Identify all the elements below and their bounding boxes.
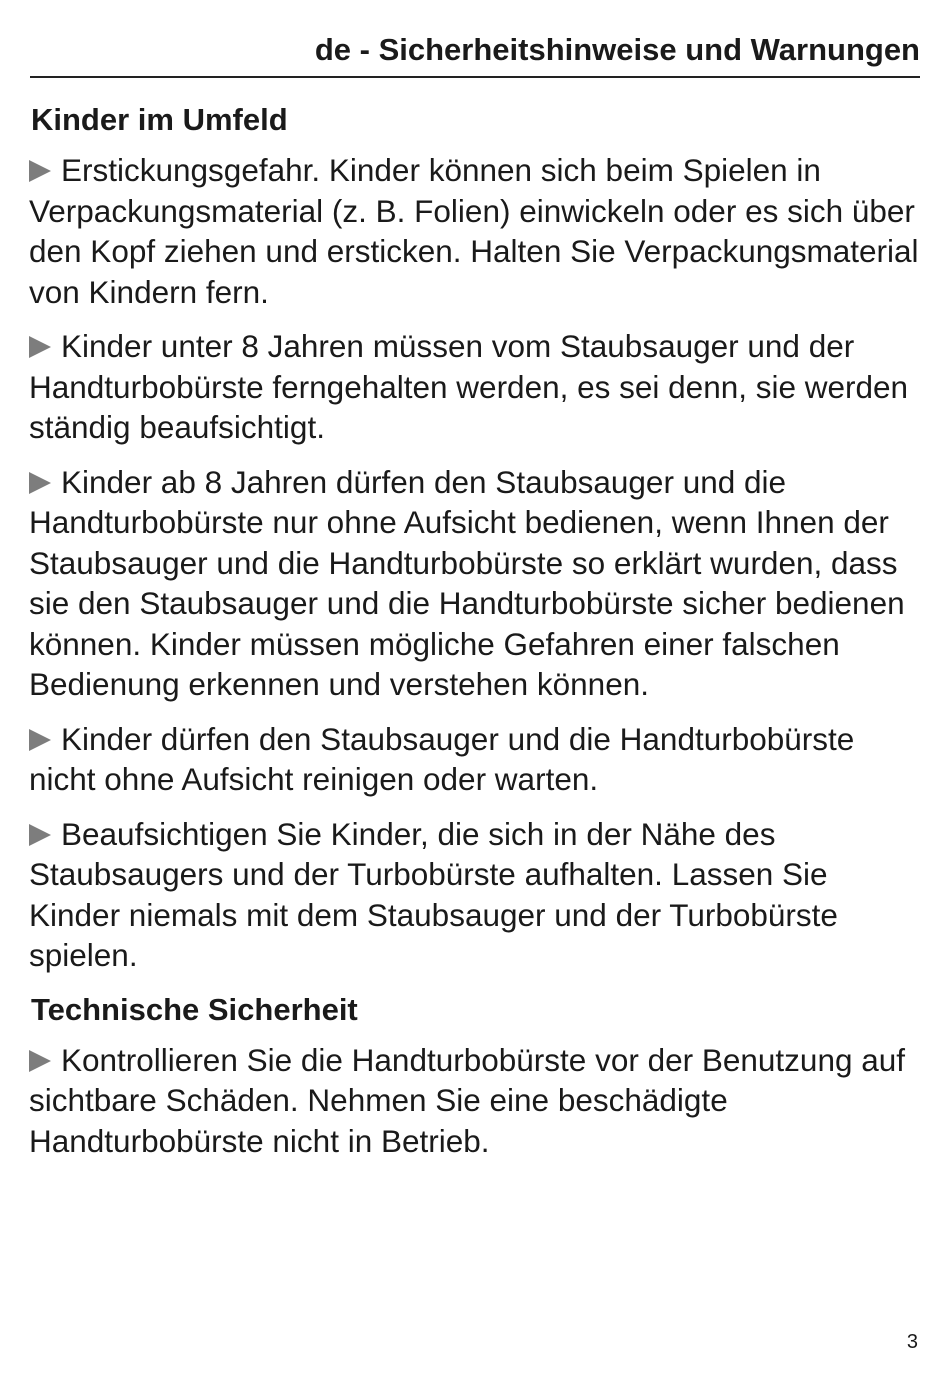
warning-text: Kontrollieren Sie die Handturbobürste vor der Benutzung auf sichtbare Schäden. Nehmen Sie eine beschädigte Handturbobürste nicht in Betrieb. — [29, 1041, 906, 1159]
warning-text: Erstickungsgefahr. Kinder können sich beim Spielen in Verpackungsmaterial (z. B. Folien) einwickeln oder es sich über den Kopf ziehen und ersticken. Halten Sie Verpackungsmaterial von Kindern fern. — [29, 152, 919, 310]
warning-text: Beaufsichtigen Sie Kinder, die sich in der Nähe des Staubsaugers und der Turbobürste aufhalten. Lassen Sie Kinder niemals mit dem Staubsauger und der Turbobürste spielen. — [29, 815, 838, 973]
page-content — [29, 100, 921, 1175]
warning-paragraph — [29, 462, 921, 705]
page-header — [30, 28, 920, 78]
section-heading-kinder-im-umfeld: Kinder im Umfeld — [31, 102, 288, 137]
triangle-bullet-icon — [29, 160, 51, 182]
triangle-bullet-icon — [29, 1050, 51, 1072]
section-heading-technische-sicherheit: Technische Sicherheit — [31, 991, 358, 1027]
page-title: de - Sicherheitshinweise und Warnungen — [314, 32, 920, 67]
triangle-bullet-icon — [29, 336, 51, 358]
warning-paragraph — [29, 150, 921, 312]
triangle-bullet-icon — [29, 472, 51, 494]
triangle-bullet-icon — [29, 824, 51, 846]
warning-paragraph — [29, 719, 921, 800]
warning-paragraph — [29, 326, 921, 448]
warning-paragraph — [29, 814, 921, 976]
warning-paragraph — [29, 1040, 921, 1162]
warning-text: Kinder ab 8 Jahren dürfen den Staubsauger und die Handturbobürste nur ohne Aufsicht bedienen, wenn Ihnen der Staubsauger und die Handturbobürste so erklärt wurden, dass sie den Staubsauger und die Handturbobürste sicher bedienen können. Kinder müssen mögliche Gefahren einer falschen Bedienung erkennen und verstehen können. — [29, 463, 905, 702]
triangle-bullet-icon — [29, 729, 51, 751]
page-number: 3 — [906, 1331, 918, 1353]
warning-text: Kinder dürfen den Staubsauger und die Handturbobürste nicht ohne Aufsicht reinigen oder warten. — [29, 720, 855, 797]
warning-text: Kinder unter 8 Jahren müssen vom Staubsauger und der Handturbobürste ferngehalten werden, es sei denn, sie werden ständig beaufsichtigt. — [29, 328, 909, 445]
